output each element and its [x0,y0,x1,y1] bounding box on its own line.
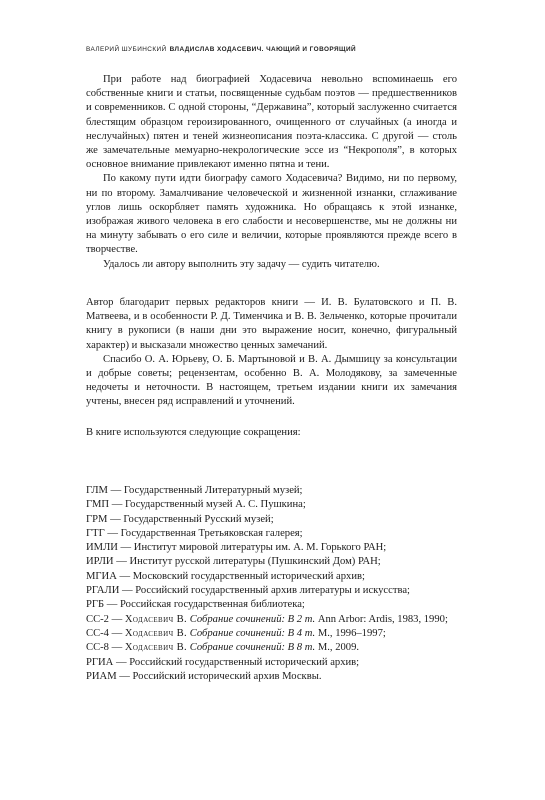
abbreviation-lead: СС-2 — [86,613,125,625]
running-head-title: ВЛАДИСЛАВ ХОДАСЕВИЧ. ЧАЮЩИЙ И ГОВОРЯЩИЙ [169,46,357,53]
abbreviation-item: ГЛМ — Государственный Литературный музей; [86,485,303,496]
intro-paragraph-1: При работе над биографией Ходасевича невольно вспоминаешь его собственные книги и статьи, посвященные судьбам поэтов — предшественников и современников. С одной стороны, “Державина”, который заслуженно считается блестящим образцом героизированного, очищенного от случайных (а иногда и неслучайных) пятен и теней жизнеописания поэта-классика. С другой — столь же замечательные мемуарно-некрологические эссе из “Некрополя”, в которых основное внимание привлекают именно пятна и тени. [86,74,457,171]
intro-section [86,73,457,272]
acknowledgements-paragraph-2: Спасибо О. А. Юрьеву, О. Б. Мартыновой и В. А. Дымшицу за консультации и добрые советы; рецензентам, особенно В. А. Молодякову, за замеченные недочеты и неточности. В настоящем, третьем издании книги их замечания учтены, внесен ряд исправлений и уточнений. [86,353,457,408]
abbreviation-author: Ходасевич В. [124,642,188,654]
abbreviation-item: МГИА — Московский государственный исторический архив; [86,570,365,582]
abbreviation-item: ГМП — Государственный музей А. С. Пушкина; [86,499,306,511]
abbreviation-item: РГБ — Российская государственная библиотека; [86,599,305,611]
abbreviation-item: РИАМ — Российский исторический архив Москвы. [86,670,322,682]
abbreviations-intro: В книге используются следующие сокращения: [86,427,301,438]
abbreviation-item: ГРМ — Государственный Русский музей; [86,513,274,525]
abbreviation-tail: Ann Arbor: Ardis, 1983, 1990; [317,613,448,625]
intro-paragraph-2: По какому пути идти биографу самого Ходасевича? Видимо, ни по первому, ни по второму. Замалчивание человеческой и жизненной изнанки, сглаживание углов лишь оскорбляет память художника. Но обращаясь к этой изнанке, изображая живого человека в его слабости и несовершенстве, мы не должны ни на минуту забывать о его силе и величии, которые проявляются прежде всего в творчестве. [86,173,457,256]
running-head-author: ВАЛЕРИЙ ШУБИНСКИЙ [86,46,167,53]
abbreviation-item-cs2 [86,613,457,627]
abbreviation-item: ГТГ — Государственная Третьяковская галерея; [86,527,303,539]
abbreviation-item: РГИА — Российский государственный исторический архив; [86,656,360,668]
intro-paragraph-3: Удалось ли автору выполнить эту задачу — судить читателю. [103,258,380,270]
abbreviation-work: Собрание сочинений: В 4 т. [189,627,316,639]
acknowledgements-paragraph-1: Автор благодарит первых редакторов книги — И. В. Булатовского и П. В. Матвеева, и в особенности Р. Д. Тименчика и В. В. Зельченко, которые прочитали книгу в рукописи (в наши дни это выражение носит, конечно, фигуральный характер) и высказали множество ценных замечаний. [86,297,457,351]
abbreviation-item: ИРЛИ — Институт русской литературы (Пушкинский Дом) РАН; [86,556,381,568]
abbreviation-item: ИМЛИ — Институт мировой литературы им. А. М. Горького РАН; [86,542,387,554]
abbreviation-lead: СС-4 — [86,627,125,639]
abbreviation-author: Ходасевич В. [124,627,188,639]
abbreviation-lead: СС-8 — [86,642,125,654]
running-head [86,46,486,53]
abbreviations-intro-block [86,426,457,440]
abbreviation-item-cs8 [86,641,457,655]
abbreviation-work: Собрание сочинений: В 8 т. [189,642,316,654]
abbreviation-work: Собрание сочинений: В 2 т. [189,613,316,625]
abbreviations-list [86,484,457,684]
abbreviation-item: РГАЛИ — Российский государственный архив литературы и искусства; [86,585,410,597]
abbreviation-tail: М., 1996–1997; [317,627,386,639]
abbreviation-tail: М., 2009. [317,642,360,654]
acknowledgements-section [86,296,457,410]
abbreviation-item-cs4 [86,627,457,641]
abbreviation-author: Ходасевич В. [124,613,188,625]
